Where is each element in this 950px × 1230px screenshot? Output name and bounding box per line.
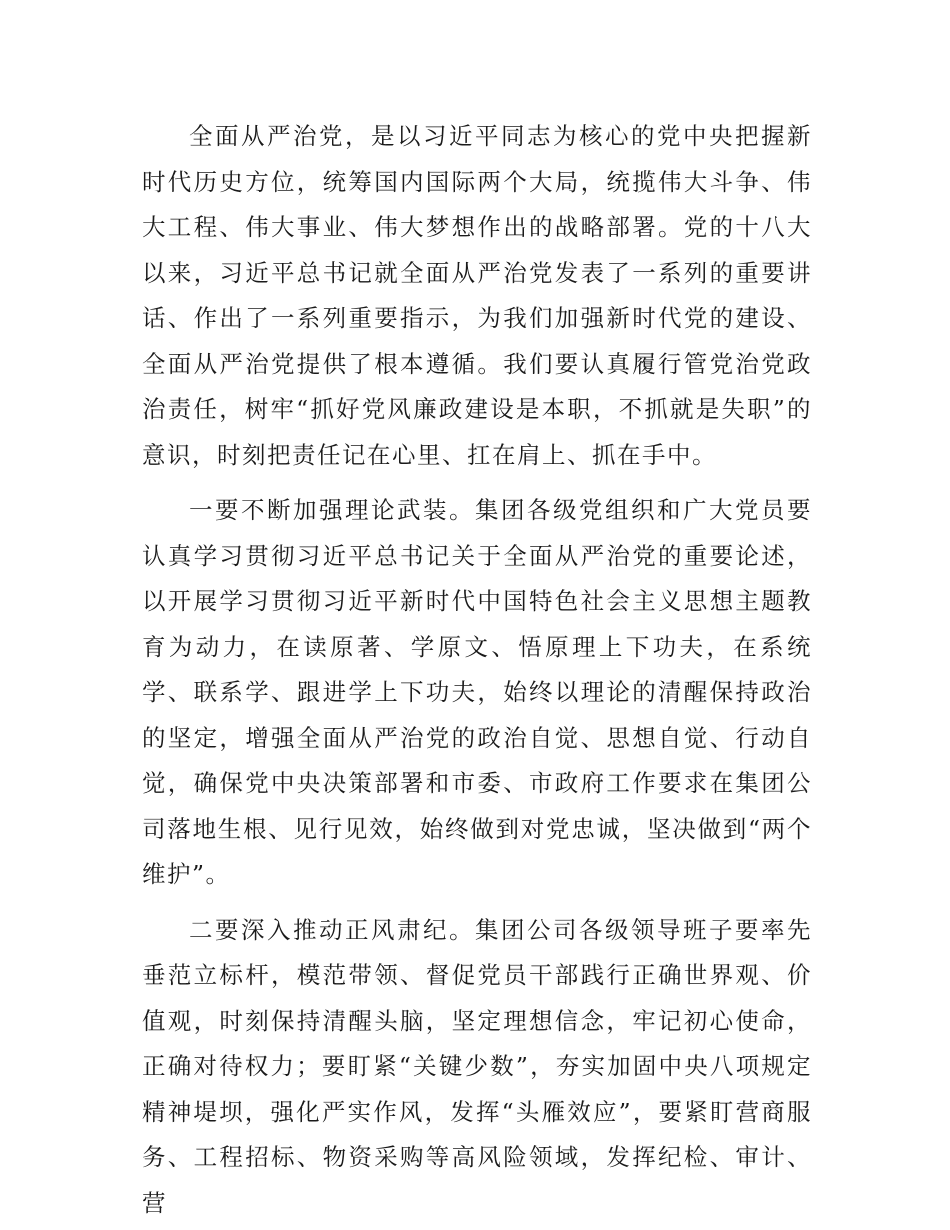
paragraph-discipline: 二要深入推动正风肃纪。集团公司各级领导班子要率先垂范立标杆，模范带领、督促党员干部践行正确世界观、价值观，时刻保持清醒头脑，坚定理想信念，牢记初心使命，正确对待权力；要盯紧“关键少数”，夯实加固中央八项规定精神堤坝，强化严实作风，发挥“头雁效应”，要紧盯营商服务、工程招标、物资采购等高风险领域，发挥纪检、审计、营 (142, 915, 812, 1217)
paragraph-intro: 全面从严治党，是以习近平同志为核心的党中央把握新时代历史方位，统筹国内国际两个大局，统揽伟大斗争、伟大工程、伟大事业、伟大梦想作出的战略部署。党的十八大以来，习近平总书记就全面从严治党发表了一系列的重要讲话、作出了一系列重要指示，为我们加强新时代党的建设、全面从严治党提供了根本遵循。我们要认真履行管党治党政治责任，树牢“抓好党风廉政建设是本职，不抓就是失职”的意识，时刻把责任记在心里、扛在肩上、抓在手中。 (142, 122, 812, 469)
document-body (142, 114, 812, 1226)
paragraph-theory: 一要不断加强理论武装。集团各级党组织和广大党员要认真学习贯彻习近平总书记关于全面从严治党的重要论述，以开展学习贯彻习近平新时代中国特色社会主义思想主题教育为动力，在读原著、学原文、悟原理上下功夫，在系统学、联系学、跟进学上下功夫，始终以理论的清醒保持政治的坚定，增强全面从严治党的政治自觉、思想自觉、行动自觉，确保党中央决策部署和市委、市政府工作要求在集团公司落地生根、见行见效，始终做到对党忠诚，坚决做到“两个维护”。 (142, 496, 812, 888)
